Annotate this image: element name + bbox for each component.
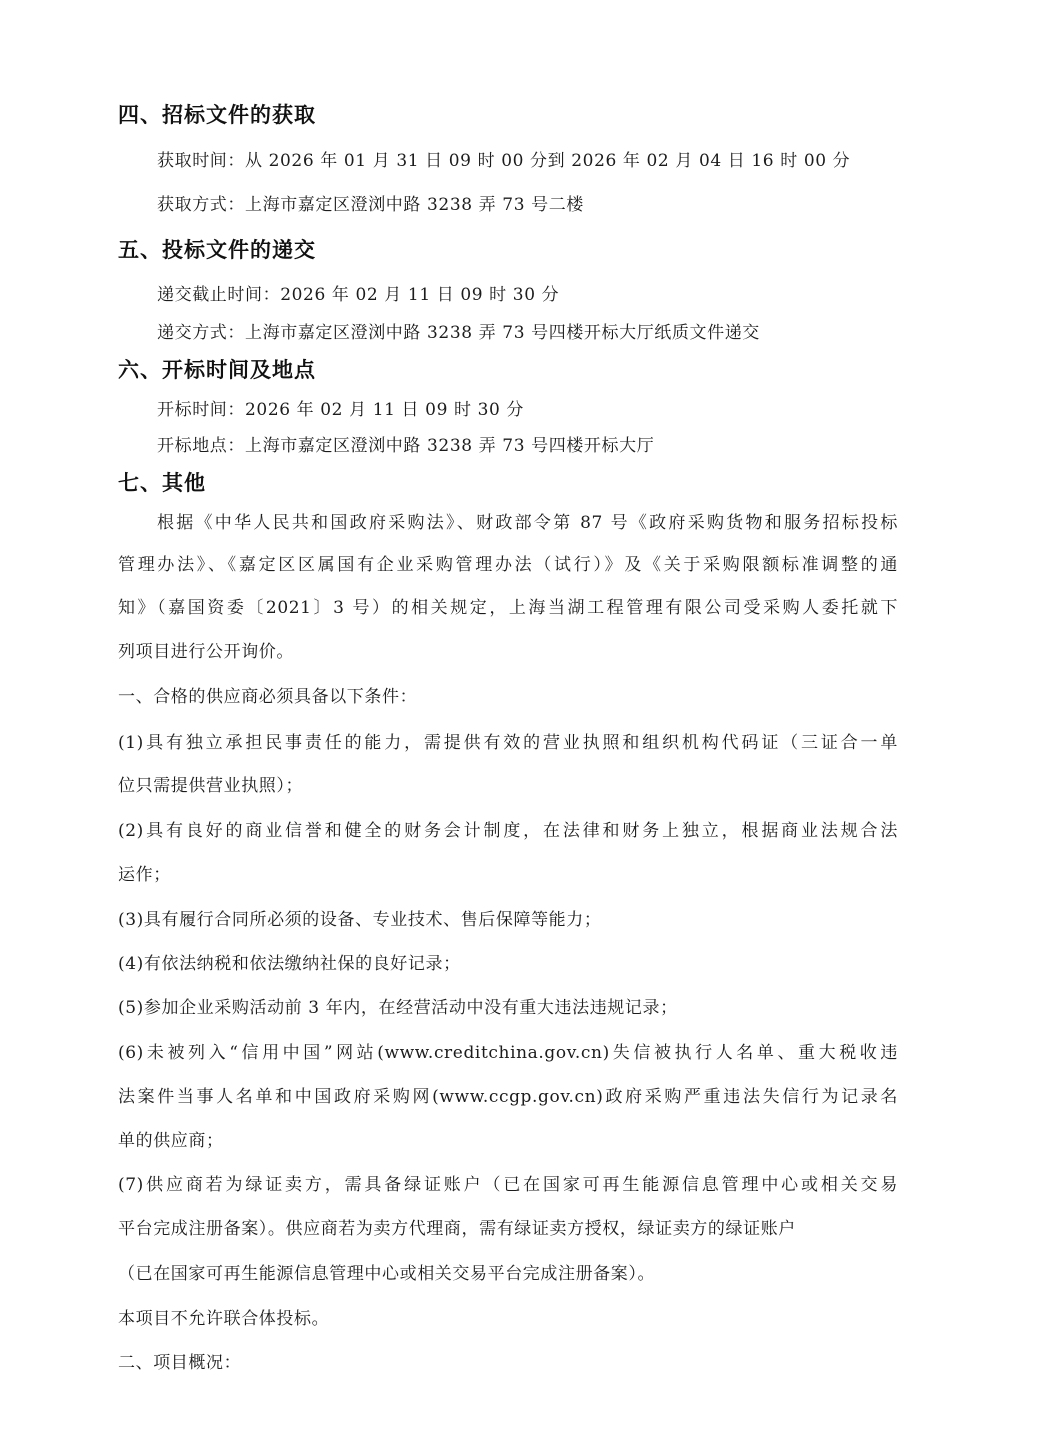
condition-6-line-2: 法案件当事人名单和中国政府采购网(www.ccgp.gov.cn)政府采购严重违法失信行为记录名: [118, 1087, 898, 1107]
submit-method: 递交方式：上海市嘉定区澄浏中路 3238 弄 73 号四楼开标大厅纸质文件递交: [157, 323, 760, 343]
acquire-method: 获取方式：上海市嘉定区澄浏中路 3238 弄 73 号二楼: [157, 195, 584, 215]
intro-line-1: 根据《中华人民共和国政府采购法》、财政部令第 87 号《政府采购货物和服务招标投标: [157, 513, 898, 533]
intro-line-4: 列项目进行公开询价。: [118, 642, 294, 662]
opening-time: 开标时间：2026 年 02 月 11 日 09 时 30 分: [157, 400, 525, 420]
opening-place: 开标地点：上海市嘉定区澄浏中路 3238 弄 73 号四楼开标大厅: [157, 436, 655, 456]
condition-1-line-1: (1)具有独立承担民事责任的能力，需提供有效的营业执照和组织机构代码证（三证合一单: [118, 733, 898, 753]
condition-7-line-3: （已在国家可再生能源信息管理中心或相关交易平台完成注册备案）。: [118, 1264, 656, 1284]
section-5-heading: 五、投标文件的递交: [118, 238, 316, 262]
condition-6-line-3: 单的供应商；: [118, 1131, 224, 1151]
acquire-time: 获取时间：从 2026 年 01 月 31 日 09 时 00 分到 2026 年 02 月 04 日 16 时 00 分: [157, 151, 851, 171]
intro-line-3: 知》（嘉国资委〔2021〕3 号）的相关规定，上海当湖工程管理有限公司受采购人委托就下: [118, 598, 898, 618]
condition-5: (5)参加企业采购活动前 3 年内，在经营活动中没有重大违法违规记录；: [118, 998, 678, 1018]
submit-deadline: 递交截止时间：2026 年 02 月 11 日 09 时 30 分: [157, 285, 560, 305]
condition-2-line-1: (2)具有良好的商业信誉和健全的财务会计制度，在法律和财务上独立，根据商业法规合法: [118, 821, 898, 841]
condition-6-line-1: (6)未被列入“信用中国”网站(www.creditchina.gov.cn)失信被执行人名单、重大税收违: [118, 1043, 898, 1063]
condition-4: (4)有依法纳税和依法缴纳社保的良好记录；: [118, 954, 461, 974]
condition-2-line-2: 运作；: [118, 865, 171, 885]
no-consortium-note: 本项目不允许联合体投标。: [118, 1309, 330, 1329]
condition-1-line-2: 位只需提供营业执照）；: [118, 776, 304, 796]
condition-7-line-2: 平台完成注册备案）。供应商若为卖方代理商，需有绿证卖方授权，绿证卖方的绿证账户: [118, 1219, 796, 1239]
conditions-title: 一、合格的供应商必须具备以下条件：: [118, 687, 418, 707]
section-4-heading: 四、招标文件的获取: [118, 103, 316, 127]
project-overview-title: 二、项目概况：: [118, 1353, 242, 1373]
condition-3: (3)具有履行合同所必须的设备、专业技术、售后保障等能力；: [118, 910, 602, 930]
section-6-heading: 六、开标时间及地点: [118, 358, 316, 382]
section-7-heading: 七、其他: [118, 471, 206, 495]
condition-7-line-1: (7)供应商若为绿证卖方，需具备绿证账户（已在国家可再生能源信息管理中心或相关交易: [118, 1175, 898, 1195]
intro-line-2: 管理办法》、《嘉定区区属国有企业采购管理办法（试行）》及《关于采购限额标准调整的通: [118, 555, 898, 575]
